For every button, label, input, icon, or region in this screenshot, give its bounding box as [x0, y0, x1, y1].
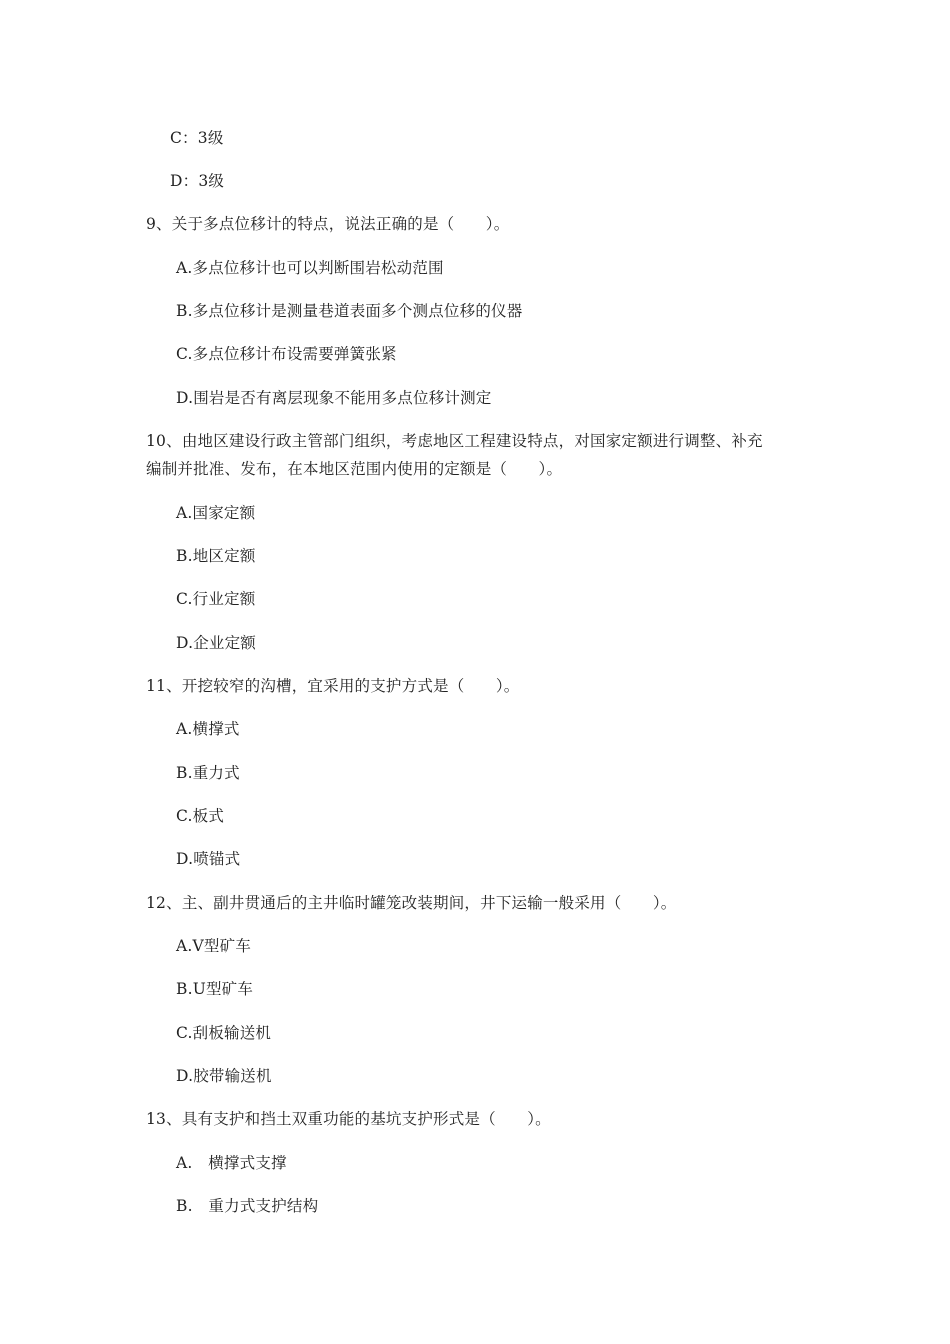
q9-option-d: D.围岩是否有离层现象不能用多点位移计测定	[176, 389, 492, 407]
q10-option-d: D.企业定额	[176, 634, 257, 652]
q9-option-b: B.多点位移计是测量巷道表面多个测点位移的仪器	[176, 302, 523, 320]
q10-option-c: C.行业定额	[176, 590, 256, 608]
q11-option-c: C.板式	[176, 807, 225, 825]
option-c-prev: C：3级	[170, 129, 224, 147]
q12-option-c: C.刮板输送机	[176, 1024, 272, 1042]
question-9: 9、关于多点位移计的特点，说法正确的是（ ）。	[146, 215, 510, 233]
q9-option-c: C.多点位移计布设需要弹簧张紧	[176, 345, 397, 363]
question-11: 11、开挖较窄的沟槽，宜采用的支护方式是（ ）。	[146, 677, 520, 695]
option-d-prev: D：3级	[170, 172, 225, 190]
question-10-line-1: 10、由地区建设行政主管部门组织，考虑地区工程建设特点，对国家定额进行调整、补充	[146, 432, 763, 450]
q13-option-a: A. 横撑式支撑	[176, 1154, 287, 1172]
q13-option-b: B. 重力式支护结构	[176, 1197, 319, 1215]
q9-option-a: A.多点位移计也可以判断围岩松动范围	[176, 259, 444, 277]
q11-option-a: A.横撑式	[176, 720, 240, 738]
question-13: 13、具有支护和挡土双重功能的基坑支护形式是（ ）。	[146, 1110, 551, 1128]
q12-option-a: A.V型矿车	[176, 937, 252, 955]
q11-option-b: B.重力式	[176, 764, 240, 782]
q12-option-b: B.U型矿车	[176, 980, 254, 998]
question-10-line-2: 编制并批准、发布，在本地区范围内使用的定额是（ ）。	[146, 460, 563, 478]
q10-option-a: A.国家定额	[176, 504, 256, 522]
q12-option-d: D.胶带输送机	[176, 1067, 272, 1085]
q11-option-d: D.喷锚式	[176, 850, 241, 868]
question-12: 12、主、副井贯通后的主井临时罐笼改装期间，井下运输一般采用（ ）。	[146, 894, 677, 912]
q10-option-b: B.地区定额	[176, 547, 256, 565]
